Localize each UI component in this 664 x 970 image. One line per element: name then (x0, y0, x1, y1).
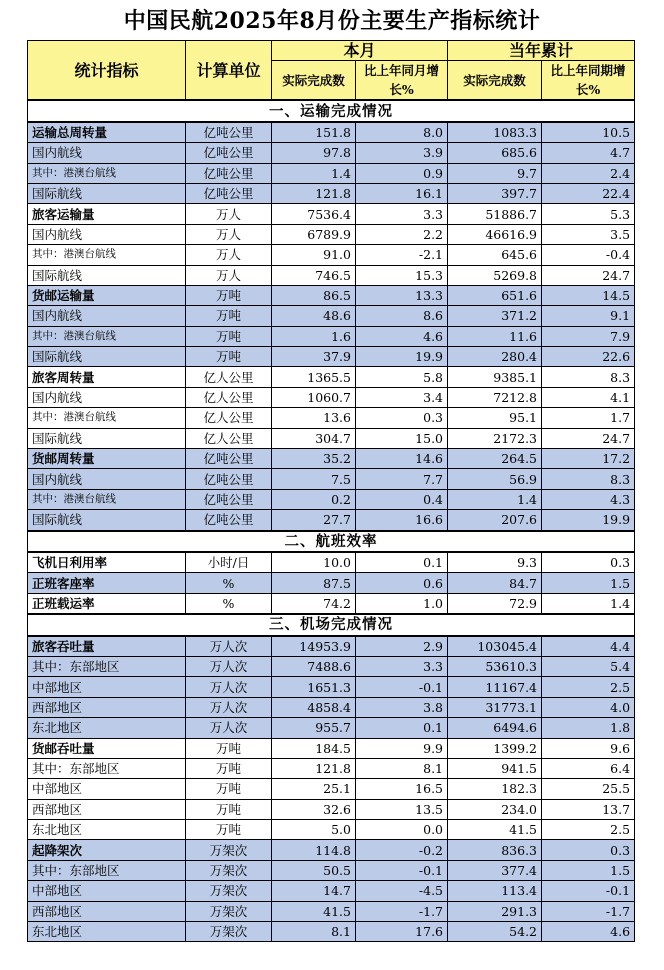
table-row (28, 922, 635, 942)
ytd-growth-value: 22.6 (542, 347, 635, 367)
header-month: 本月 (272, 41, 448, 61)
page-title: 中国民航2025年8月份主要生产指标统计 (123, 8, 541, 34)
section-title: 一、运输完成情况 (28, 100, 635, 121)
row-unit: 万吨 (186, 758, 272, 778)
row-unit: 万吨 (186, 306, 272, 326)
row-unit: 亿吨公里 (186, 143, 272, 163)
ytd-actual-value: 941.5 (448, 758, 542, 778)
month-actual-value: 10.0 (272, 552, 356, 573)
row-indicator-name: 中部地区 (28, 779, 186, 799)
ytd-growth-value: 4.3 (542, 489, 635, 509)
ytd-actual-value: 234.0 (448, 799, 542, 819)
ytd-growth-value: 1.5 (542, 573, 635, 593)
row-indicator-name: 国内航线 (28, 143, 186, 163)
table-row (28, 881, 635, 901)
table-row (28, 840, 635, 860)
row-indicator-name: 国内航线 (28, 387, 186, 407)
section-title: 二、航班效率 (28, 531, 635, 552)
month-actual-value: 13.6 (272, 408, 356, 428)
table-row (28, 428, 635, 448)
section-title: 三、机场完成情况 (28, 614, 635, 635)
month-growth-value: 8.0 (356, 122, 448, 143)
row-indicator-name: 东北地区 (28, 922, 186, 942)
month-actual-value: 746.5 (272, 265, 356, 285)
table-row (28, 656, 635, 676)
month-growth-value: 8.1 (356, 758, 448, 778)
row-unit: 万架次 (186, 860, 272, 880)
ytd-actual-value: 72.9 (448, 593, 542, 614)
ytd-growth-value: 0.3 (542, 552, 635, 573)
row-unit: 万架次 (186, 901, 272, 921)
table-row (28, 163, 635, 183)
row-unit: 亿人公里 (186, 428, 272, 448)
table-row (28, 265, 635, 285)
statistics-table (27, 40, 635, 942)
table-row (28, 122, 635, 143)
month-growth-value: 2.9 (356, 636, 448, 657)
row-indicator-name: 其中：东部地区 (28, 656, 186, 676)
row-indicator-name: 西部地区 (28, 697, 186, 717)
ytd-growth-value: 8.3 (542, 469, 635, 489)
row-indicator-name: 货邮运输量 (28, 285, 186, 305)
row-unit: 万人次 (186, 656, 272, 676)
row-unit: 亿吨公里 (186, 469, 272, 489)
row-indicator-name: 起降架次 (28, 840, 186, 860)
ytd-growth-value: 24.7 (542, 265, 635, 285)
ytd-growth-value: 2.4 (542, 163, 635, 183)
ytd-growth-value: -1.7 (542, 901, 635, 921)
month-actual-value: 37.9 (272, 347, 356, 367)
month-actual-value: 14953.9 (272, 636, 356, 657)
month-actual-value: 0.2 (272, 489, 356, 509)
month-growth-value: 16.5 (356, 779, 448, 799)
row-unit: 亿吨公里 (186, 510, 272, 531)
row-indicator-name: 其中：港澳台航线 (28, 245, 186, 265)
row-indicator-name: 旅客吞吐量 (28, 636, 186, 657)
table-row (28, 449, 635, 469)
month-growth-value: 3.4 (356, 387, 448, 407)
row-unit: 万吨 (186, 285, 272, 305)
row-indicator-name: 其中：港澳台航线 (28, 489, 186, 509)
row-indicator-name: 中部地区 (28, 677, 186, 697)
ytd-growth-value: 2.5 (542, 820, 635, 840)
row-unit: 亿吨公里 (186, 163, 272, 183)
section-header (28, 614, 635, 635)
month-growth-value: 0.3 (356, 408, 448, 428)
month-actual-value: 4858.4 (272, 697, 356, 717)
ytd-growth-value: 1.4 (542, 593, 635, 614)
month-actual-value: 184.5 (272, 738, 356, 758)
ytd-actual-value: 207.6 (448, 510, 542, 531)
table-row (28, 677, 635, 697)
ytd-actual-value: 7212.8 (448, 387, 542, 407)
month-growth-value: 3.3 (356, 204, 448, 224)
row-unit: 万人次 (186, 718, 272, 738)
month-actual-value: 7536.4 (272, 204, 356, 224)
row-indicator-name: 国内航线 (28, 469, 186, 489)
row-unit: 万吨 (186, 779, 272, 799)
row-indicator-name: 货邮吞吐量 (28, 738, 186, 758)
row-indicator-name: 正班载运率 (28, 593, 186, 614)
month-actual-value: 14.7 (272, 881, 356, 901)
ytd-actual-value: 56.9 (448, 469, 542, 489)
row-indicator-name: 货邮周转量 (28, 449, 186, 469)
ytd-growth-value: 13.7 (542, 799, 635, 819)
row-unit: 小时/日 (186, 552, 272, 573)
header-ytd-actual: 实际完成数 (448, 61, 542, 101)
month-actual-value: 41.5 (272, 901, 356, 921)
row-unit: 万架次 (186, 881, 272, 901)
row-unit: 万架次 (186, 922, 272, 942)
ytd-growth-value: 1.8 (542, 718, 635, 738)
table-row (28, 326, 635, 346)
row-unit: 万吨 (186, 799, 272, 819)
row-unit: 亿人公里 (186, 367, 272, 387)
month-actual-value: 114.8 (272, 840, 356, 860)
ytd-actual-value: 645.6 (448, 245, 542, 265)
month-growth-value: 0.1 (356, 718, 448, 738)
month-actual-value: 1060.7 (272, 387, 356, 407)
row-unit: 万人次 (186, 636, 272, 657)
month-growth-value: 8.6 (356, 306, 448, 326)
ytd-actual-value: 41.5 (448, 820, 542, 840)
header-month-growth: 比上年同月增长% (356, 61, 448, 101)
ytd-growth-value: 17.2 (542, 449, 635, 469)
ytd-growth-value: 1.5 (542, 860, 635, 880)
month-growth-value: -0.1 (356, 860, 448, 880)
ytd-actual-value: 11.6 (448, 326, 542, 346)
row-indicator-name: 国内航线 (28, 224, 186, 244)
ytd-actual-value: 397.7 (448, 183, 542, 203)
ytd-growth-value: 24.7 (542, 428, 635, 448)
month-growth-value: 2.2 (356, 224, 448, 244)
table-row (28, 347, 635, 367)
table-row (28, 799, 635, 819)
table-row (28, 901, 635, 921)
ytd-growth-value: 8.3 (542, 367, 635, 387)
month-growth-value: 14.6 (356, 449, 448, 469)
month-actual-value: 121.8 (272, 183, 356, 203)
ytd-actual-value: 51886.7 (448, 204, 542, 224)
ytd-growth-value: 0.3 (542, 840, 635, 860)
month-growth-value: 9.9 (356, 738, 448, 758)
table-row (28, 779, 635, 799)
header-month-actual: 实际完成数 (272, 61, 356, 101)
row-indicator-name: 其中：东部地区 (28, 758, 186, 778)
month-growth-value: 0.9 (356, 163, 448, 183)
ytd-actual-value: 651.6 (448, 285, 542, 305)
ytd-growth-value: 5.3 (542, 204, 635, 224)
ytd-growth-value: 14.5 (542, 285, 635, 305)
month-growth-value: 19.9 (356, 347, 448, 367)
row-indicator-name: 正班客座率 (28, 573, 186, 593)
table-row (28, 245, 635, 265)
row-indicator-name: 旅客周转量 (28, 367, 186, 387)
month-growth-value: 7.7 (356, 469, 448, 489)
ytd-growth-value: 9.1 (542, 306, 635, 326)
row-indicator-name: 西部地区 (28, 799, 186, 819)
ytd-growth-value: 2.5 (542, 677, 635, 697)
row-unit: 亿人公里 (186, 408, 272, 428)
table-row (28, 593, 635, 614)
month-actual-value: 35.2 (272, 449, 356, 469)
month-actual-value: 1651.3 (272, 677, 356, 697)
month-actual-value: 151.8 (272, 122, 356, 143)
row-indicator-name: 东北地区 (28, 718, 186, 738)
month-growth-value: 0.4 (356, 489, 448, 509)
ytd-actual-value: 31773.1 (448, 697, 542, 717)
row-indicator-name: 国际航线 (28, 265, 186, 285)
ytd-growth-value: 25.5 (542, 779, 635, 799)
table-row (28, 183, 635, 203)
row-unit: 万人次 (186, 677, 272, 697)
month-actual-value: 6789.9 (272, 224, 356, 244)
table-row (28, 738, 635, 758)
month-growth-value: 15.3 (356, 265, 448, 285)
month-growth-value: 3.8 (356, 697, 448, 717)
row-unit: 万架次 (186, 840, 272, 860)
table-row (28, 143, 635, 163)
month-actual-value: 48.6 (272, 306, 356, 326)
ytd-growth-value: 4.6 (542, 922, 635, 942)
ytd-growth-value: 9.6 (542, 738, 635, 758)
month-growth-value: 13.3 (356, 285, 448, 305)
table-row (28, 552, 635, 573)
table-header (28, 41, 635, 101)
month-growth-value: 1.0 (356, 593, 448, 614)
month-growth-value: 16.1 (356, 183, 448, 203)
ytd-actual-value: 53610.3 (448, 656, 542, 676)
ytd-actual-value: 291.3 (448, 901, 542, 921)
month-actual-value: 1.4 (272, 163, 356, 183)
month-actual-value: 8.1 (272, 922, 356, 942)
ytd-actual-value: 95.1 (448, 408, 542, 428)
table-row (28, 387, 635, 407)
month-growth-value: 17.6 (356, 922, 448, 942)
row-indicator-name: 国际航线 (28, 183, 186, 203)
row-unit: 亿人公里 (186, 387, 272, 407)
month-actual-value: 5.0 (272, 820, 356, 840)
header-ytd: 当年累计 (448, 41, 635, 61)
ytd-growth-value: 19.9 (542, 510, 635, 531)
month-growth-value: 0.1 (356, 552, 448, 573)
row-indicator-name: 其中：东部地区 (28, 860, 186, 880)
month-actual-value: 1365.5 (272, 367, 356, 387)
header-unit: 计算单位 (186, 41, 272, 101)
ytd-growth-value: -0.4 (542, 245, 635, 265)
row-indicator-name: 其中：港澳台航线 (28, 326, 186, 346)
month-growth-value: 3.3 (356, 656, 448, 676)
ytd-actual-value: 182.3 (448, 779, 542, 799)
ytd-actual-value: 9385.1 (448, 367, 542, 387)
table-row (28, 697, 635, 717)
table-row (28, 306, 635, 326)
row-unit: % (186, 593, 272, 614)
table-row (28, 224, 635, 244)
ytd-growth-value: 4.7 (542, 143, 635, 163)
month-actual-value: 27.7 (272, 510, 356, 531)
month-actual-value: 7.5 (272, 469, 356, 489)
month-actual-value: 87.5 (272, 573, 356, 593)
table-row (28, 367, 635, 387)
month-actual-value: 97.8 (272, 143, 356, 163)
ytd-actual-value: 46616.9 (448, 224, 542, 244)
row-unit: 万吨 (186, 738, 272, 758)
ytd-actual-value: 6494.6 (448, 718, 542, 738)
month-actual-value: 304.7 (272, 428, 356, 448)
month-actual-value: 7488.6 (272, 656, 356, 676)
row-unit: 亿吨公里 (186, 489, 272, 509)
table-body (28, 100, 635, 942)
month-growth-value: 16.6 (356, 510, 448, 531)
ytd-actual-value: 280.4 (448, 347, 542, 367)
ytd-actual-value: 54.2 (448, 922, 542, 942)
ytd-growth-value: 1.7 (542, 408, 635, 428)
row-indicator-name: 国际航线 (28, 428, 186, 448)
table-row (28, 510, 635, 531)
month-growth-value: 15.0 (356, 428, 448, 448)
month-growth-value: -1.7 (356, 901, 448, 921)
table-row (28, 718, 635, 738)
table-row (28, 408, 635, 428)
row-indicator-name: 其中：港澳台航线 (28, 408, 186, 428)
ytd-actual-value: 11167.4 (448, 677, 542, 697)
ytd-actual-value: 103045.4 (448, 636, 542, 657)
month-actual-value: 50.5 (272, 860, 356, 880)
row-indicator-name: 国际航线 (28, 510, 186, 531)
month-growth-value: 3.9 (356, 143, 448, 163)
ytd-actual-value: 9.3 (448, 552, 542, 573)
table-row (28, 860, 635, 880)
table-row (28, 489, 635, 509)
ytd-actual-value: 685.6 (448, 143, 542, 163)
row-unit: 万吨 (186, 820, 272, 840)
ytd-actual-value: 9.7 (448, 163, 542, 183)
ytd-actual-value: 371.2 (448, 306, 542, 326)
section-header (28, 100, 635, 121)
row-unit: % (186, 573, 272, 593)
ytd-actual-value: 836.3 (448, 840, 542, 860)
ytd-actual-value: 1.4 (448, 489, 542, 509)
table-row (28, 636, 635, 657)
month-actual-value: 86.5 (272, 285, 356, 305)
ytd-growth-value: 10.5 (542, 122, 635, 143)
row-indicator-name: 其中：港澳台航线 (28, 163, 186, 183)
month-actual-value: 32.6 (272, 799, 356, 819)
row-unit: 万人次 (186, 697, 272, 717)
row-indicator-name: 东北地区 (28, 820, 186, 840)
ytd-growth-value: 4.0 (542, 697, 635, 717)
ytd-growth-value: 4.1 (542, 387, 635, 407)
ytd-growth-value: 22.4 (542, 183, 635, 203)
month-growth-value: -4.5 (356, 881, 448, 901)
row-unit: 万吨 (186, 347, 272, 367)
month-growth-value: 13.5 (356, 799, 448, 819)
month-actual-value: 121.8 (272, 758, 356, 778)
table-row (28, 573, 635, 593)
table-row (28, 204, 635, 224)
ytd-actual-value: 1399.2 (448, 738, 542, 758)
row-unit: 万人 (186, 224, 272, 244)
month-growth-value: -0.2 (356, 840, 448, 860)
month-actual-value: 955.7 (272, 718, 356, 738)
ytd-growth-value: 3.5 (542, 224, 635, 244)
row-indicator-name: 飞机日利用率 (28, 552, 186, 573)
row-unit: 万吨 (186, 326, 272, 346)
row-indicator-name: 国内航线 (28, 306, 186, 326)
month-growth-value: 5.8 (356, 367, 448, 387)
month-actual-value: 74.2 (272, 593, 356, 614)
ytd-growth-value: 7.9 (542, 326, 635, 346)
ytd-actual-value: 84.7 (448, 573, 542, 593)
ytd-actual-value: 2172.3 (448, 428, 542, 448)
month-growth-value: 0.0 (356, 820, 448, 840)
table-row (28, 820, 635, 840)
row-unit: 万人 (186, 265, 272, 285)
row-indicator-name: 旅客运输量 (28, 204, 186, 224)
row-indicator-name: 中部地区 (28, 881, 186, 901)
month-actual-value: 1.6 (272, 326, 356, 346)
month-growth-value: -0.1 (356, 677, 448, 697)
ytd-growth-value: 5.4 (542, 656, 635, 676)
ytd-actual-value: 377.4 (448, 860, 542, 880)
ytd-actual-value: 113.4 (448, 881, 542, 901)
table-row (28, 758, 635, 778)
ytd-actual-value: 1083.3 (448, 122, 542, 143)
row-unit: 亿吨公里 (186, 122, 272, 143)
table-row (28, 469, 635, 489)
month-actual-value: 25.1 (272, 779, 356, 799)
month-growth-value: -2.1 (356, 245, 448, 265)
header-indicator: 统计指标 (28, 41, 186, 101)
ytd-actual-value: 5269.8 (448, 265, 542, 285)
ytd-growth-value: -0.1 (542, 881, 635, 901)
ytd-growth-value: 4.4 (542, 636, 635, 657)
month-actual-value: 91.0 (272, 245, 356, 265)
table-row (28, 285, 635, 305)
header-ytd-growth: 比上年同期增长% (542, 61, 635, 101)
row-unit: 亿吨公里 (186, 449, 272, 469)
row-unit: 亿吨公里 (186, 183, 272, 203)
row-unit: 万人 (186, 204, 272, 224)
section-header (28, 531, 635, 552)
month-growth-value: 0.6 (356, 573, 448, 593)
row-indicator-name: 国际航线 (28, 347, 186, 367)
month-growth-value: 4.6 (356, 326, 448, 346)
row-indicator-name: 运输总周转量 (28, 122, 186, 143)
row-unit: 万人 (186, 245, 272, 265)
ytd-growth-value: 6.4 (542, 758, 635, 778)
ytd-actual-value: 264.5 (448, 449, 542, 469)
row-indicator-name: 西部地区 (28, 901, 186, 921)
